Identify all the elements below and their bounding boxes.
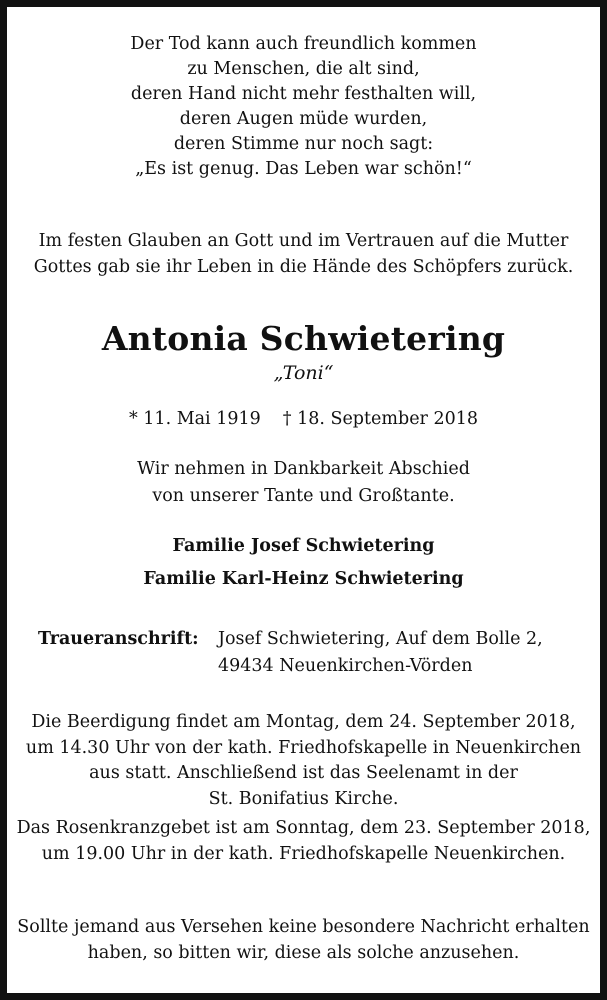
poem-line: deren Stimme nur noch sagt: [173, 134, 434, 154]
rosary-info [7, 816, 600, 867]
family-name: Familie Josef Schwietering [172, 536, 435, 556]
funeral-line: Die Beerdigung findet am Montag, dem 24. September 2018, [31, 712, 576, 732]
deceased-name: Antonia Schwietering [101, 319, 506, 358]
address-line: Josef Schwietering, Auf dem Bolle 2, [218, 629, 543, 649]
faith-line: Im festen Glauben an Gott und im Vertrauen auf die Mutter [38, 231, 569, 251]
birth-date: * 11. Mai 1919 [128, 409, 261, 429]
poem-line: deren Augen müde wurden, [179, 109, 428, 129]
thanks-line: von unserer Tante und Großtante. [152, 486, 455, 506]
rosary-line: Das Rosenkranzgebet ist am Sonntag, dem 23. September 2018, [16, 818, 591, 838]
poem-line: Der Tod kann auch freundlich kommen [130, 34, 477, 54]
rosary-line: um 19.00 Uhr in der kath. Friedhofskapelle Neuenkirchen. [41, 843, 566, 864]
deceased-nickname: „Toni“ [273, 362, 334, 384]
address-line: 49434 Neuenkirchen-Vörden [218, 656, 473, 676]
address-label: Traueranschrift: [38, 629, 199, 649]
poem-line: deren Hand nicht mehr festhalten will, [130, 84, 477, 104]
funeral-line: St. Bonifatius Kirche. [208, 788, 399, 809]
life-dates [7, 406, 600, 432]
funeral-info [7, 710, 600, 812]
poem-line: „Es ist genug. Das Leben war schön!“ [135, 159, 472, 179]
notice-line: Sollte jemand aus Versehen keine besondere Nachricht erhalten [17, 917, 590, 937]
family-name: Familie Karl-Heinz Schwietering [143, 569, 464, 589]
thanks-line: Wir nehmen in Dankbarkeit Abschied [137, 459, 470, 479]
closing-notice [7, 914, 600, 966]
poem [7, 32, 600, 182]
faith-statement [7, 228, 600, 280]
funeral-line: um 14.30 Uhr von der kath. Friedhofskapelle in Neuenkirchen [25, 737, 582, 758]
funeral-line: aus statt. Anschließend ist das Seelenamt in der [89, 763, 518, 783]
faith-line: Gottes gab sie ihr Leben in die Hände des Schöpfers zurück. [33, 257, 574, 277]
mourning-address [218, 626, 543, 680]
thanks-text [7, 456, 600, 510]
poem-line: zu Menschen, die alt sind, [187, 59, 420, 79]
notice-line: haben, so bitten wir, diese als solche anzusehen. [87, 943, 520, 963]
death-date: † 18. September 2018 [282, 409, 479, 429]
